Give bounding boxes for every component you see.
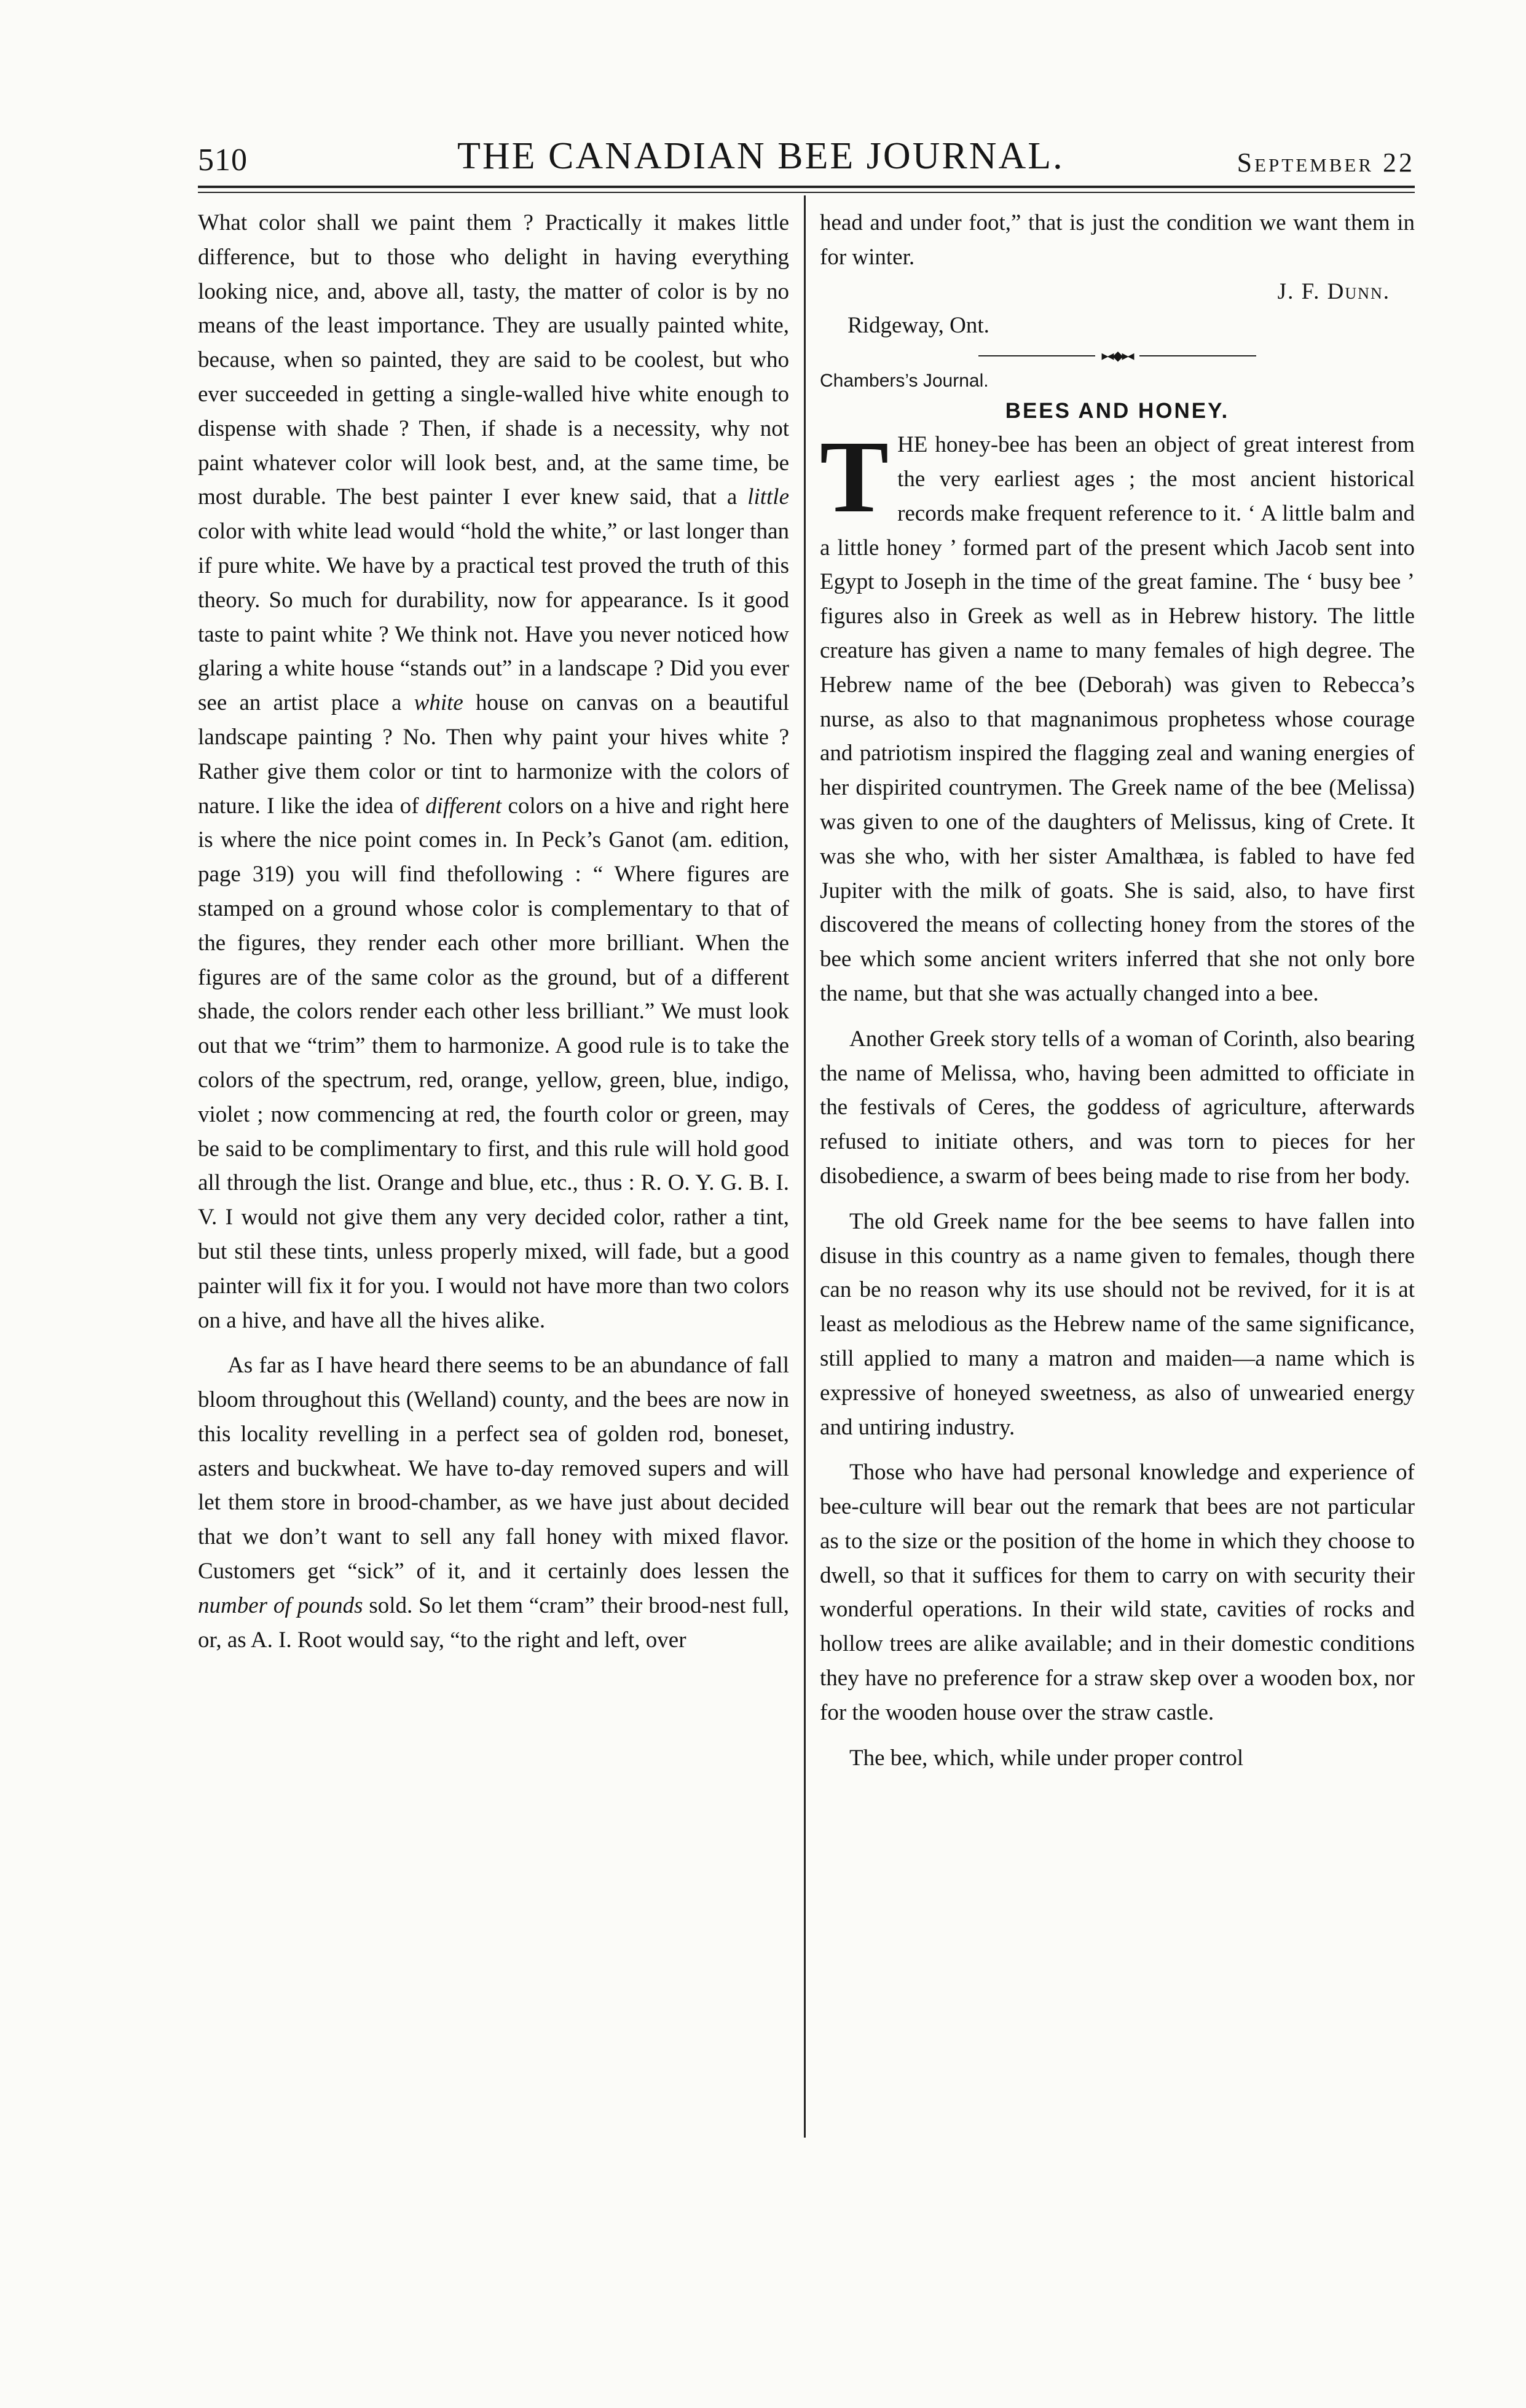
text-run: color with white lead would “hold the white,” or last longer than if pure white. We have by a practical test proved the truth of this theory. So much for durability, now for appearance. Is it good taste to paint white ? We think not. Have you never noticed how glaring a white house “stands out” in a landscape ? Did you ever see an artist place a (198, 519, 789, 716)
text-run: colors on a hive and right here is where the nice point comes in. In Peck’s Ganot (am. edition, page 319) you will find thefollowing : “ Where figures are stamped on a ground whose color is complementary to that of the figures, they render each other more brilliant. When the figures are of the same color as the ground, but of a different shade, the colors render each other less brilliant.” We must look out that we “trim” them to harmonize. A good rule is to take the colors of the spectrum, red, orange, yellow, green, blue, indigo, violet ; now commencing at red, the fourth color or green, may be said to be complimentary to first, and this rule will hold good all through the list. Orange and blue, etc., thus : R. O. Y. G. B. I. V. I would not give them any very decided color, rather a tint, but stil these tints, unless properly mixed, will fade, but a good painter will fix it for you. I would not have more than two colors on a hive, and have all the hives alike. (198, 793, 789, 1333)
issue-date: September 22 (1237, 148, 1415, 178)
author-name: J. F. Dunn. (1277, 278, 1390, 304)
paragraph-melissa-corinth: Another Greek story tells of a woman of Corinth, also bearing the name of Melissa, who, having been admitted to officiate in the festivals of Ceres, the goddess of agriculture, afterwards refused to initiate others, and was torn to pieces for her disobedience, a swarm of bees being made to rise from her body. (820, 1026, 1415, 1189)
header-rule (198, 186, 1415, 188)
text-run: house on canvas on a beautiful landscape painting ? No. Then why paint your hives white ? Rather give them color or tint to harmonize with the colors of nature. I like the idea of (198, 690, 789, 819)
page-header (198, 123, 1415, 178)
column-divider (804, 195, 806, 2138)
italic-text: white (414, 690, 463, 716)
paragraph-honey-bee-history (820, 420, 1415, 1011)
paragraph-fall-bloom (198, 1348, 789, 1657)
paragraph-bee-control: The bee, which, while under proper control (849, 1745, 1244, 1771)
header-rule-thin (198, 192, 1415, 193)
text-run: As far as I have heard there seems to be an abundance of fall bloom throughout this (Welland) county, and the bees are now in this locality revelling in a perfect sea of golden rod, boneset, asters and buckwheat. We have to-day removed supers and will let them store in brood-chamber, as we have just about decided that we don’t want to sell any fall honey with mixed flavor. Customers get “sick” of it, and it certainly does lessen the (198, 1353, 789, 1584)
text-run: HE honey-bee has been an object of great interest from the very earliest ages ; the most ancient historical records make frequent reference to it. ‘ A little balm and a little honey ’ formed part of the present which Jacob sent into Egypt to Joseph in the time of the great famine. The ‘ busy bee ’ figures also in Greek as well as in Hebrew history. The little creature has given a name to many females of high degree. The Hebrew name of the bee (Deborah) was given to Rebecca’s nurse, as also to that magnanimous prophetess whose courage and patriotism inspired the flagging zeal and waning energies of her dispirited countrymen. The Greek name of the bee (Melissa) was given to one of the daughters of Melissus, king of Crete. It was she who, with her sister Amalthæa, is fabled to have fed Jupiter with the milk of goats. She is said, also, to have first discovered the means of collecting honey from the stores of the bee which some ancient writers inferred that she not only bore the name, but that she was actually changed into a bee. (820, 432, 1415, 1006)
author-signature (820, 275, 1415, 309)
text-run: sold. So let them “cram” their brood-nest full, or, as A. I. Root would say, “to the right and left, over (198, 1592, 789, 1653)
journal-title: THE CANADIAN BEE JOURNAL. (457, 135, 1064, 177)
paragraph-greek-name: The old Greek name for the bee seems to have fallen into disuse in this country as a name given to females, though there can be no reason why its use should not be revived, for it is at least as melodious as the Hebrew name of the same significance, still applied to many a matron and maiden—a name which is expressive of honeyed sweetness, as also of unwearied energy and untiring industry. (820, 1208, 1415, 1440)
paragraph-paint-color (198, 206, 789, 1337)
article-source: Chambers’s Journal. (820, 371, 989, 391)
ornament-line-left (978, 355, 1095, 356)
ornament-line-right (1139, 355, 1256, 356)
left-column (198, 206, 789, 1657)
paragraph-bee-culture: Those who have had personal knowledge and experience of bee-culture will bear out the remark that bees are not particular as to the size or the position of the home in which they choose to dwell, so that it suffices for them to carry on with security their wonderful operations. In their wild state, cavities of rocks and hollow trees are alike available; and in their domestic conditions they have no preference for a straw skep over a wooden box, nor for the wooden house over the straw castle. (820, 1460, 1415, 1725)
italic-text: different (425, 793, 502, 819)
text-run: What color shall we paint them ? Practically it makes little difference, but to those who delight in having everything looking nice, and, above all, tasty, the matter of color is by no means of the least importance. They are usually painted white, because, when so painted, they are said to be coolest, but who ever succeeded in getting a single-walled hive white enough to dispense with shade ? Then, if shade is a necessity, why not paint whatever color will look best, and, at the same time, be most durable. The best painter I ever knew said, that a (198, 210, 789, 510)
page-number: 510 (198, 143, 248, 178)
ornament-glyph: ▸◂◆▸◂ (1101, 348, 1133, 364)
section-ornament (820, 347, 1415, 365)
continuation-paragraph: head and under foot,” that is just the condition we want them in for winter. (820, 210, 1415, 270)
right-column (820, 206, 1415, 1775)
drop-cap: T (820, 420, 889, 535)
article-title: BEES AND HONEY. (1005, 399, 1230, 423)
italic-text: number of pounds (198, 1592, 363, 1618)
italic-text: little (747, 484, 789, 510)
author-location: Ridgeway, Ont. (848, 313, 989, 339)
